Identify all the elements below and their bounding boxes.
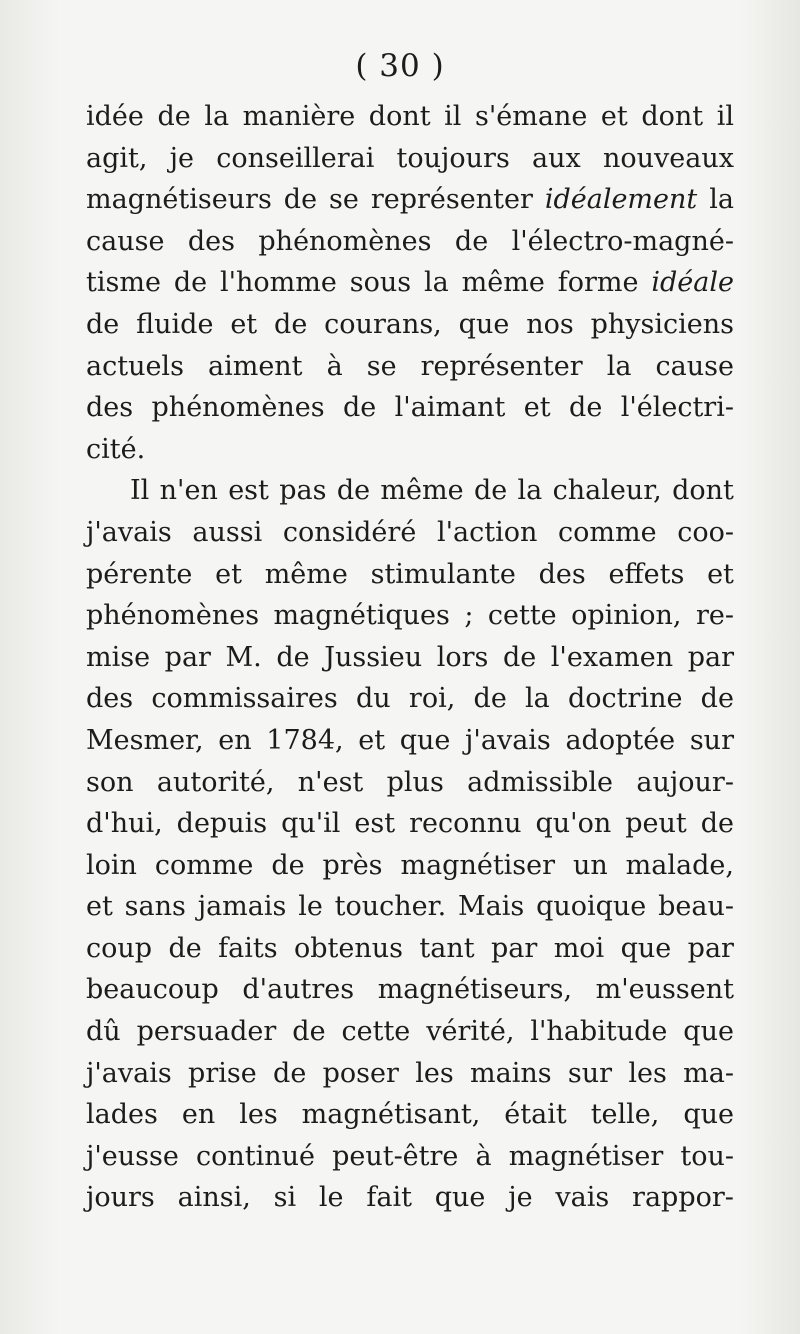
text-line: son autorité, n'est plus admissible aujour-	[86, 766, 734, 798]
text-line: des commissaires du roi, de la doctrine de	[86, 683, 734, 715]
text-line: des phénomènes de l'aimant et de l'électri-	[86, 392, 734, 424]
text-line: j'avais aussi considéré l'action comme coo-	[86, 516, 734, 548]
text-line: loin comme de près magnétiser un malade,	[86, 849, 734, 881]
text-line: Il n'en est pas de même de la chaleur, dont	[130, 475, 734, 507]
text-line: magnétiseurs de se représenter idéalement la	[86, 184, 734, 216]
text-line: beaucoup d'autres magnétiseurs, m'eussent	[86, 974, 734, 1006]
text-line: jours ainsi, si le fait que je vais rappor-	[86, 1182, 734, 1214]
page-number: ( 30 )	[355, 48, 445, 84]
text-line: mise par M. de Jussieu lors de l'examen par	[86, 641, 734, 673]
text-line: j'eusse continué peut-être à magnétiser tou-	[86, 1140, 734, 1172]
text-line: phénomènes magnétiques ; cette opinion, re-	[86, 600, 734, 632]
text-line: et sans jamais le toucher. Mais quoique beau-	[86, 891, 734, 923]
text-line: cause des phénomènes de l'électro-magné-	[86, 225, 734, 257]
text-line: cité.	[86, 433, 146, 465]
text-line: coup de faits obtenus tant par moi que par	[86, 932, 734, 964]
text-line: actuels aiment à se représenter la cause	[86, 350, 734, 382]
text-line: agit, je conseillerai toujours aux nouveaux	[86, 142, 734, 174]
text-line: tisme de l'homme sous la même forme idéale	[86, 267, 734, 299]
text-line: Mesmer, en 1784, et que j'avais adoptée sur	[86, 724, 734, 756]
text-line: j'avais prise de poser les mains sur les ma-	[86, 1057, 734, 1089]
text-line: d'hui, depuis qu'il est reconnu qu'on peut de	[86, 808, 734, 840]
body-text	[86, 96, 734, 1219]
text-line: de fluide et de courans, que nos physiciens	[86, 308, 734, 340]
text-line: lades en les magnétisant, était telle, que	[86, 1099, 734, 1131]
text-line: idée de la manière dont il s'émane et dont il	[86, 101, 734, 132]
text-line: dû persuader de cette vérité, l'habitude que	[86, 1016, 734, 1048]
text-line: pérente et même stimulante des effets et	[86, 558, 734, 590]
